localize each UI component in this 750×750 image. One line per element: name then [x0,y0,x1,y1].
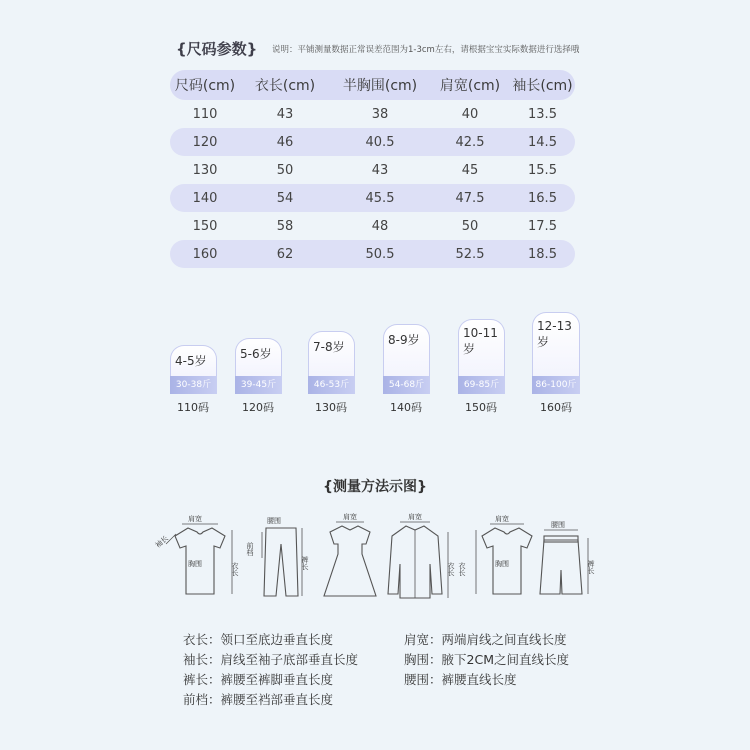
age-bar [170,345,217,377]
age-label: 4-5岁 [175,354,207,368]
cell: 130 [192,162,218,178]
cell: 38 [371,106,389,122]
size-label: 140码 [390,401,422,414]
age-label: 7-8岁 [313,340,345,354]
cell: 140 [192,190,218,206]
cell: 62 [276,246,294,262]
label-shoulder: 肩宽 [188,515,202,523]
age-bar [308,331,355,377]
weight-band: 30-38斤 [170,376,217,394]
label-shoulder-2: 肩宽 [495,515,509,523]
table-row [170,100,575,128]
age-bar [532,312,580,377]
cell: 18.5 [528,246,557,262]
table-row [170,128,575,156]
measurement-note: 说明：平铺测量数据正常误差范围为1-3cm左右，请根据宝宝实际数据进行选择哦 [272,45,580,55]
weight-band: 54-68斤 [383,376,430,394]
weight-band: 69-85斤 [458,376,505,394]
pants-illustration [262,528,302,596]
cell: 54 [276,190,294,206]
weight-band: 39-45斤 [235,376,282,394]
cell: 43 [371,162,389,178]
label-pants: 裤长 [301,556,309,570]
label-length-jacket: 衣长 [447,562,455,576]
cell: 47.5 [455,190,485,206]
size-label: 150码 [465,401,497,414]
definition-text: 领口至底边垂直长度 [220,632,334,647]
cell: 45 [461,162,479,178]
cell: 58 [276,218,294,234]
label-length-2: 衣长 [458,562,466,576]
cell: 40.5 [365,134,395,150]
size-label: 110码 [177,401,209,414]
definition-rise [183,690,333,708]
cell: 13.5 [528,106,557,122]
col-size: 尺码(cm) [174,78,236,94]
label-length: 衣长 [231,562,239,576]
measurement-illustrations [150,514,610,614]
age-label: 5-6岁 [240,347,272,361]
size-label: 130码 [315,401,347,414]
tshirt-illustration [166,524,232,594]
label-waist-2: 腰围 [551,521,565,529]
tshirt-illustration [476,524,532,594]
cell: 160 [192,246,218,262]
definition-text: 两端肩线之间直线长度 [441,632,567,647]
size-label: 160码 [540,401,572,414]
definition-text: 裤腰至裤脚垂直长度 [220,672,334,687]
col-shoulder: 肩宽(cm) [439,78,501,94]
cell: 43 [276,106,294,122]
definition-key: 肩宽： [404,632,442,647]
col-length: 衣长(cm) [254,78,316,94]
definition-text: 腋下2CM之间直线长度 [441,652,569,667]
cell: 16.5 [528,190,557,206]
definition-text: 裤腰直线长度 [441,672,517,687]
definition-waist [404,670,517,688]
label-shoulder-dress: 肩宽 [343,513,357,521]
table-row [170,212,575,240]
cell: 40 [461,106,479,122]
cell: 52.5 [455,246,485,262]
definition-shoulder [404,630,567,648]
definition-sleeve [183,650,358,668]
col-sleeve: 袖长(cm) [512,78,573,94]
table-row [170,156,575,184]
cell: 42.5 [455,134,485,150]
cell: 14.5 [528,134,557,150]
cell: 50 [276,162,294,178]
age-label: 12-13岁 [537,319,572,349]
cell: 46 [276,134,294,150]
label-chest-2: 胸围 [495,560,509,568]
definition-key: 裤长： [183,672,221,687]
label-chest: 胸围 [188,560,202,568]
definition-text: 裤腰至裆部垂直长度 [220,692,334,707]
definition-pants [183,670,333,688]
table-row [170,184,575,212]
definition-length [183,630,333,648]
label-shoulder-jacket: 肩宽 [408,513,422,521]
col-half-chest: 半胸围(cm) [342,78,418,94]
weight-band: 86-100斤 [532,376,580,394]
cell: 110 [192,106,218,122]
definition-key: 腰围： [404,672,442,687]
size-label: 120码 [242,401,274,414]
cell: 45.5 [365,190,395,206]
cell: 150 [192,218,218,234]
age-bar [458,319,505,377]
size-table [170,70,575,268]
label-rise: 前档 [246,542,254,556]
definition-chest [404,650,569,668]
section-title-measure-method: {测量方法示图} [323,479,427,495]
table-header [170,70,575,100]
shorts-illustration [540,530,588,594]
label-waist: 腰围 [267,517,281,525]
label-pants-2: 裤长 [587,560,595,574]
weight-band: 46-53斤 [308,376,355,394]
cell: 48 [371,218,389,234]
age-bar [383,324,430,377]
definition-key: 衣长： [183,632,221,647]
age-label: 10-11岁 [463,326,498,356]
cell: 50.5 [365,246,395,262]
dress-illustration [324,522,376,596]
cell: 15.5 [528,162,557,178]
definition-key: 胸围： [404,652,442,667]
age-bar [235,338,282,377]
jacket-illustration [388,522,448,598]
label-sleeve: 袖长 [154,534,170,550]
age-label: 8-9岁 [388,333,420,347]
section-title-size-params: {尺码参数} [176,40,258,58]
definition-key: 前档： [183,692,221,707]
cell: 17.5 [528,218,557,234]
table-row [170,240,575,268]
cell: 120 [192,134,218,150]
cell: 50 [461,218,479,234]
definition-text: 肩线至袖子底部垂直长度 [220,652,359,667]
definition-key: 袖长： [183,652,221,667]
